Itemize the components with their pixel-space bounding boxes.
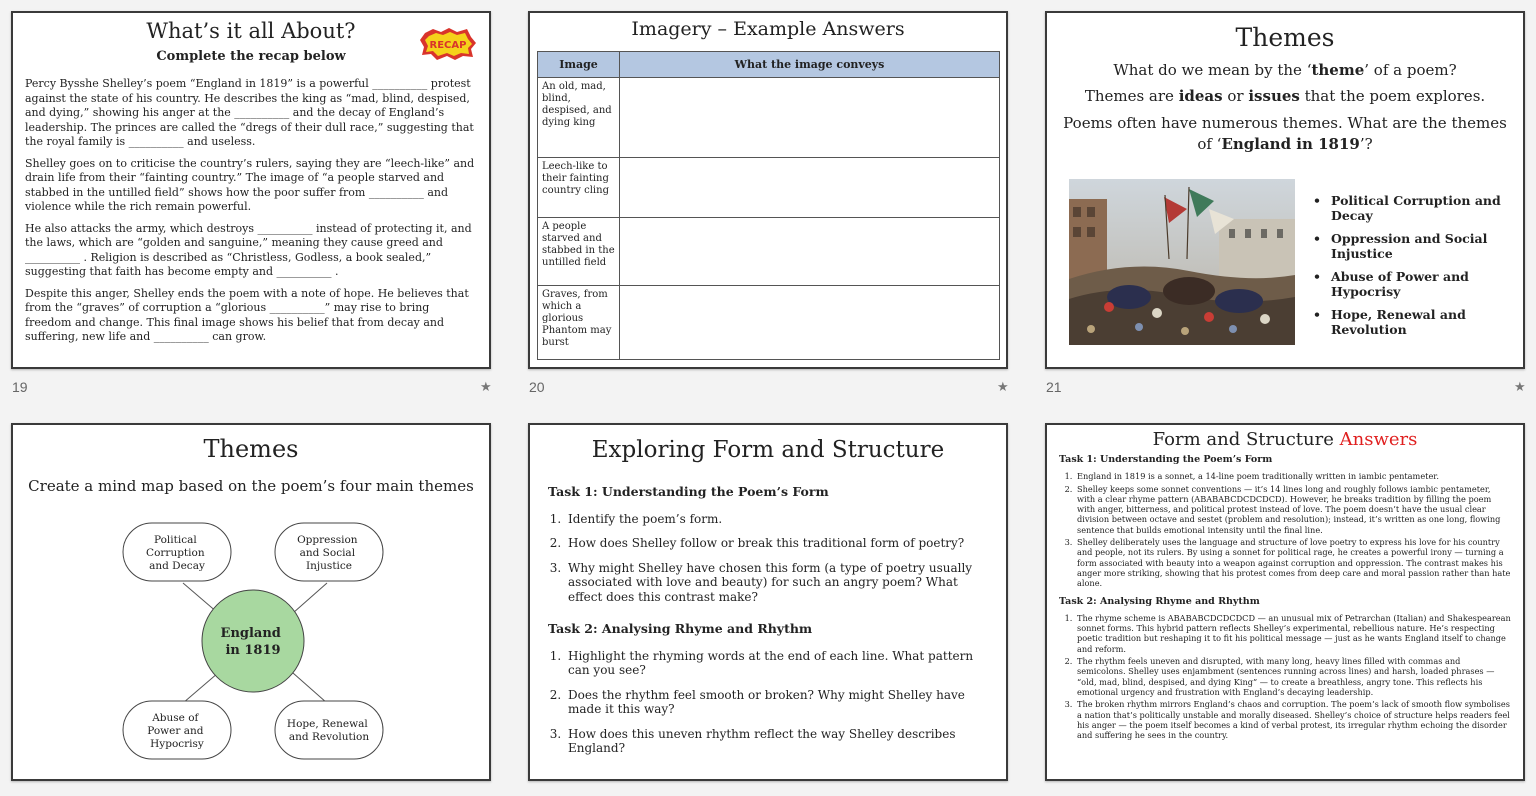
- table-row: [538, 78, 1000, 158]
- task-list: [548, 512, 988, 605]
- recap-text: [25, 77, 477, 352]
- slide-22[interactable]: [11, 423, 491, 781]
- answers-label: Answers: [1339, 429, 1418, 450]
- answer-cell[interactable]: [620, 78, 1000, 158]
- question-line: What do we mean by the ‘theme’ of a poem?: [1113, 61, 1457, 79]
- peterloo-painting-image: [1069, 179, 1295, 345]
- slide-number: 20: [529, 379, 545, 395]
- definition-line: Themes are ideas or issues that the poem explores.: [1084, 87, 1486, 105]
- table-cell: An old, mad, blind, despised, and dying king: [538, 78, 620, 158]
- slide-title: Themes: [1235, 23, 1335, 52]
- themes-list: [1309, 193, 1509, 345]
- star-icon[interactable]: ★: [997, 380, 1009, 395]
- list-item: • Political Corruption and Decay: [1309, 193, 1509, 223]
- svg-text:Political Corruption: Political Corruption and Decay: [146, 534, 205, 572]
- table-cell: Leech-like to their fainting country cling: [538, 158, 620, 218]
- mind-map-center-node: [202, 590, 304, 692]
- list-item: 2. Shelley keeps some sonnet conventions — it’s 14 lines long and roughly follows iambic pentameter, with a clear rhyme pattern (ABABABCDCDCDCD). However, he breaks tradition by filling the poem with anger, bitterness, and political protest instead of love. The poem doesn’t have the usual clear division between octave and sestet (problem and resolution); instead, it’s written as one long, flowing sentence that builds emotional intensity until the final line.: [1075, 484, 1511, 535]
- table-row: [538, 218, 1000, 286]
- task-content: [548, 485, 988, 774]
- slide-23[interactable]: [528, 423, 1008, 781]
- table-row: [538, 286, 1000, 360]
- imagery-table: [537, 51, 1000, 360]
- slide-title: Form and Structure Answers: [1152, 429, 1418, 450]
- list-item: 3. Why might Shelley have chosen this form (a type of poetry usually associated with love and beauty) for such an angry poem? What effect does this contrast make?: [565, 561, 988, 605]
- list-item: • Hope, Renewal and Revolution: [1309, 307, 1509, 337]
- task-heading: Task 1: Understanding the Poem’s Form: [1059, 454, 1273, 465]
- task-list: [548, 649, 988, 756]
- list-item: • Abuse of Power and Hypocrisy: [1309, 269, 1509, 299]
- task-heading: Task 2: Analysing Rhyme and Rhythm: [548, 621, 813, 636]
- slide-20[interactable]: [528, 11, 1008, 369]
- list-item: 2. The rhythm feels uneven and disrupted, with many long, heavy lines filled with commas and semicolons. Shelley uses enjambment (sentences running across lines) and harsh, loaded phrases — “old, mad, blind, despised, and dying King” — to create a breathless, angry tone. This reflects his emotional urgency and frustration with England’s decaying leadership.: [1075, 656, 1511, 697]
- slide-number: 21: [1046, 379, 1062, 395]
- prompt-line: Poems often have numerous themes. What are the themes of ‘England in 1819’?: [1063, 114, 1507, 153]
- answer-cell[interactable]: [620, 158, 1000, 218]
- svg-text:Hope, Renewal and Revo: Hope, Renewal and Revolution: [286, 718, 370, 743]
- list-item: 3. The broken rhythm mirrors England’s chaos and corruption. The poem’s lack of smooth flow symbolises a nation that’s politically unstable and morally diseased. Shelley’s choice of structure helps readers feel his anger — the poem itself becomes a kind of verbal protest, its irregular rhythm echoing the disorder and suffering he sees in the country.: [1075, 699, 1511, 740]
- answers-content: [1059, 455, 1511, 748]
- slide-21[interactable]: [1045, 11, 1525, 369]
- paragraph: Shelley goes on to criticise the country’s rulers, saying they are “leech-like” and drain life from their “fainting country.” The image of “a people starved and stabbed in the untilled field” shows how the poor suffer from __________ and violence while the rich remain powerful.: [25, 156, 475, 213]
- slide-title: Imagery – Example Answers: [631, 18, 905, 40]
- task-heading: Task 2: Analysing Rhyme and Rhythm: [1059, 595, 1260, 607]
- svg-text:Oppression and Social: Oppression and Social Injustice: [297, 534, 358, 572]
- answer-list: [1059, 471, 1511, 588]
- slide-title: What’s it all About?: [146, 19, 356, 43]
- list-item: 1. Highlight the rhyming words at the end of each line. What pattern can you see?: [565, 649, 988, 678]
- list-item: 2. Does the rhythm feel smooth or broken? Why might Shelley have made it this way?: [565, 688, 988, 717]
- star-icon[interactable]: ★: [480, 380, 492, 395]
- star-icon[interactable]: ★: [1514, 380, 1526, 395]
- answer-cell[interactable]: [620, 218, 1000, 286]
- paragraph: He also attacks the army, which destroys __________ instead of protecting it, and the laws, which are “golden and sanguine,” meaning they cause greed and __________ . Religion is described as “Christless, Godless, a book sealed,” suggesting that faith has become empty and __________ .: [25, 221, 472, 278]
- slide-19[interactable]: [11, 11, 491, 369]
- slide-24[interactable]: [1045, 423, 1525, 781]
- slide-number: 19: [12, 379, 28, 395]
- mind-map-node-hope: [275, 701, 383, 759]
- mind-map: [13, 425, 489, 779]
- list-item: 3. How does this uneven rhythm reflect the way Shelley describes England?: [565, 727, 988, 756]
- task-heading: Task 1: Understanding the Poem’s Form: [548, 484, 829, 499]
- slide-subtitle: Create a mind map based on the poem’s four main themes: [28, 477, 474, 495]
- list-item: 1. England in 1819 is a sonnet, a 14-line poem traditionally written in iambic pentameter.: [1075, 471, 1511, 481]
- list-item: 3. Shelley deliberately uses the language and structure of love poetry to express his love for his country and people, not its rulers. By using a sonnet for political rage, he creates a powerful irony — turning a form associated with beauty into a weapon against corruption and oppression. The contrast makes his anger more striking, showing that his protest comes from deep care and moral passion rather than hate alone.: [1075, 537, 1511, 588]
- svg-text:Abuse of Power and: Abuse of Power and Hypocrisy: [147, 712, 204, 750]
- table-row: [538, 158, 1000, 218]
- slide-title: Themes: [203, 435, 299, 463]
- list-item: 2. How does Shelley follow or break this traditional form of poetry?: [565, 536, 988, 551]
- svg-text:England in 1819: England in 1819: [220, 626, 281, 658]
- list-item: 1. The rhyme scheme is ABABABCDCDCDCD — an unusual mix of Petrarchan (Italian) and Shakespearean sonnet forms. This hybrid pattern reflects Shelley’s experimental, rebellious nature. He’s respecting poetic tradition but reshaping it to fit his political message — just as he wants England itself to change and reform.: [1075, 613, 1511, 654]
- recap-badge-text: RECAP: [429, 40, 467, 51]
- slide-title: Exploring Form and Structure: [591, 437, 945, 463]
- table-header: Image: [538, 52, 620, 78]
- mind-map-node-oppression: [275, 523, 383, 581]
- list-item: 1. Identify the poem’s form.: [565, 512, 988, 527]
- recap-badge-icon: [419, 27, 477, 61]
- slide-subtitle: Complete the recap below: [156, 49, 346, 64]
- mind-map-node-political: [123, 523, 231, 581]
- table-cell: Graves, from which a glorious Phantom may burst: [538, 286, 620, 360]
- mind-map-node-abuse: [123, 701, 231, 759]
- table-cell: A people starved and stabbed in the untilled field: [538, 218, 620, 286]
- paragraph: Despite this anger, Shelley ends the poem with a note of hope. He believes that from the “graves” of corruption a “glorious __________” may rise to bring freedom and change. This final image shows his belief that from decay and suffering, new life and __________ can grow.: [25, 286, 469, 343]
- answer-cell[interactable]: [620, 286, 1000, 360]
- paragraph: Percy Bysshe Shelley’s poem “England in 1819” is a powerful __________ protest against the state of his country. He describes the king as “mad, blind, despised, and dying,” showing his anger at the __________ and the decay of England’s leadership. The princes are called the “dregs of their dull race,” suggesting that the royal family is __________ and useless.: [25, 77, 474, 148]
- answer-list: [1059, 613, 1511, 741]
- table-header: What the image conveys: [620, 52, 1000, 78]
- list-item: • Oppression and Social Injustice: [1309, 231, 1509, 261]
